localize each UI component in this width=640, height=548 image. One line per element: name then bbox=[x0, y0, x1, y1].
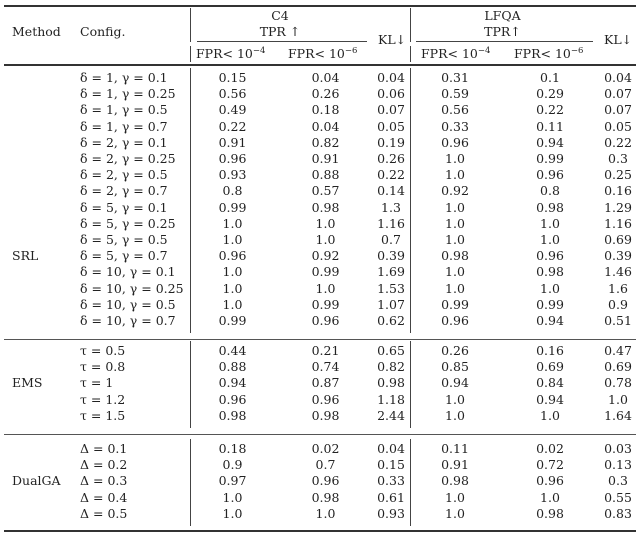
lfqa-fpr6-cell: 0.96 bbox=[536, 248, 564, 264]
c4-fpr4-cell: 1.0 bbox=[222, 489, 243, 505]
lfqa-fpr6-cell: 0.84 bbox=[536, 375, 564, 391]
lfqa-kl-cell: 0.07 bbox=[604, 102, 632, 118]
config-cell: δ = 5, γ = 0.7 bbox=[80, 248, 168, 264]
c4-kl-cell: 0.22 bbox=[377, 167, 405, 183]
c4-fpr6-cell: 0.04 bbox=[311, 70, 340, 85]
c4-kl-cell: 0.06 bbox=[377, 86, 405, 102]
table-row bbox=[0, 183, 640, 199]
bottom-rule bbox=[4, 530, 636, 532]
lfqa-kl-cell: 1.0 bbox=[608, 391, 628, 407]
table-row bbox=[0, 297, 640, 313]
lfqa-fpr6-cell: 0.98 bbox=[536, 199, 564, 215]
lfqa-kl-cell: 1.46 bbox=[604, 264, 632, 280]
c4-fpr4-cell: 0.94 bbox=[218, 375, 247, 391]
c4-fpr6-cell: 0.98 bbox=[311, 199, 340, 215]
lfqa-fpr4-cell: 1.0 bbox=[445, 489, 465, 505]
section-rule bbox=[4, 339, 636, 340]
c4-fpr6-cell: 0.82 bbox=[311, 134, 340, 150]
config-cell: δ = 2, γ = 0.7 bbox=[80, 183, 168, 199]
lfqa-fpr4-cell: 1.0 bbox=[445, 167, 465, 183]
lfqa-kl-cell: 1.6 bbox=[608, 280, 628, 296]
header-c4-tpr: TPR ↑ bbox=[259, 24, 301, 39]
header-lfqa-kl: KL↓ bbox=[604, 32, 633, 47]
config-cell: Δ = 0.1 bbox=[80, 441, 128, 456]
config-cell: δ = 2, γ = 0.25 bbox=[80, 151, 176, 166]
lfqa-fpr4-cell: 0.94 bbox=[441, 375, 469, 391]
header-lfqa-tpr: TPR↑ bbox=[484, 24, 521, 39]
config-cell: δ = 10, γ = 0.5 bbox=[80, 296, 176, 312]
c4-fpr4-cell: 0.18 bbox=[218, 441, 247, 456]
config-cell: δ = 10, γ = 0.25 bbox=[80, 280, 184, 296]
c4-fpr6-cell: 0.96 bbox=[311, 473, 340, 489]
table-row bbox=[0, 392, 640, 408]
lfqa-fpr4-cell: 0.91 bbox=[441, 457, 469, 473]
header-divider bbox=[410, 46, 411, 62]
lfqa-fpr6-cell: 0.69 bbox=[536, 359, 564, 375]
lfqa-fpr4-cell: 1.0 bbox=[445, 215, 465, 231]
column-divider bbox=[190, 439, 191, 526]
lfqa-fpr4-cell: 0.92 bbox=[441, 183, 469, 199]
lfqa-fpr4-cell: 1.0 bbox=[445, 151, 465, 166]
config-cell: δ = 5, γ = 0.5 bbox=[80, 232, 168, 247]
c4-fpr6-cell: 0.74 bbox=[311, 359, 340, 375]
header-lfqa: LFQA bbox=[484, 8, 521, 23]
lfqa-kl-cell: 0.83 bbox=[604, 505, 632, 521]
c4-kl-cell: 0.98 bbox=[377, 375, 405, 391]
c4-fpr6-cell: 0.98 bbox=[311, 407, 340, 423]
lfqa-kl-cell: 0.25 bbox=[604, 167, 632, 183]
lfqa-fpr6-cell: 0.16 bbox=[536, 343, 564, 358]
c4-kl-cell: 2.44 bbox=[377, 407, 405, 423]
table-row bbox=[0, 457, 640, 473]
lfqa-kl-cell: 0.69 bbox=[604, 359, 632, 375]
section-rule bbox=[4, 434, 636, 435]
column-divider bbox=[410, 439, 411, 526]
c4-kl-cell: 0.15 bbox=[377, 457, 405, 473]
column-divider bbox=[410, 341, 411, 428]
lfqa-fpr4-cell: 0.99 bbox=[441, 296, 469, 312]
lfqa-fpr6-cell: 0.99 bbox=[536, 151, 564, 166]
c4-kl-cell: 0.61 bbox=[377, 489, 405, 505]
c4-fpr4-cell: 0.99 bbox=[218, 313, 247, 328]
lfqa-fpr6-cell: 1.0 bbox=[540, 407, 560, 423]
c4-kl-cell: 0.19 bbox=[377, 134, 405, 150]
lfqa-fpr4-cell: 0.33 bbox=[441, 118, 469, 134]
lfqa-fpr6-cell: 0.1 bbox=[540, 70, 560, 85]
config-cell: δ = 10, γ = 0.1 bbox=[80, 264, 176, 280]
lfqa-fpr4-cell: 0.98 bbox=[441, 248, 469, 264]
c4-fpr4-cell: 0.91 bbox=[218, 134, 247, 150]
lfqa-kl-cell: 1.64 bbox=[604, 407, 632, 423]
table-row bbox=[0, 506, 640, 522]
c4-kl-cell: 1.3 bbox=[381, 199, 401, 215]
c4-fpr6-cell: 1.0 bbox=[315, 232, 336, 247]
c4-kl-cell: 0.14 bbox=[377, 183, 405, 199]
lfqa-fpr4-cell: 1.0 bbox=[445, 280, 465, 296]
lfqa-fpr6-cell: 0.22 bbox=[536, 102, 564, 118]
lfqa-fpr6-cell: 0.72 bbox=[536, 457, 564, 473]
lfqa-kl-cell: 0.69 bbox=[604, 232, 632, 247]
header-method: Method bbox=[12, 24, 61, 39]
table-row bbox=[0, 264, 640, 280]
top-rule bbox=[4, 5, 636, 7]
lfqa-fpr6-cell: 0.94 bbox=[536, 391, 564, 407]
header-lfqa-fpr6: $FPR< 10^{-6}$ bbox=[514, 46, 584, 62]
c4-fpr4-cell: 0.96 bbox=[218, 391, 247, 407]
lfqa-fpr6-cell: 0.8 bbox=[540, 183, 560, 199]
lfqa-kl-cell: 0.9 bbox=[608, 296, 628, 312]
c4-kl-cell: 1.53 bbox=[377, 280, 405, 296]
table-row bbox=[0, 490, 640, 506]
c4-kl-cell: 0.93 bbox=[377, 505, 405, 521]
lfqa-fpr4-cell: 1.0 bbox=[445, 232, 465, 247]
lfqa-kl-cell: 0.55 bbox=[604, 489, 632, 505]
c4-fpr6-cell: 1.0 bbox=[315, 280, 336, 296]
lfqa-kl-cell: 1.16 bbox=[604, 215, 632, 231]
c4-fpr4-cell: 0.99 bbox=[218, 199, 247, 215]
config-cell: δ = 2, γ = 0.5 bbox=[80, 167, 168, 183]
table-row bbox=[0, 313, 640, 329]
table-row bbox=[0, 86, 640, 102]
lfqa-fpr6-cell: 1.0 bbox=[540, 215, 560, 231]
column-divider bbox=[410, 68, 411, 333]
lfqa-fpr4-cell: 1.0 bbox=[445, 407, 465, 423]
table-row bbox=[0, 135, 640, 151]
c4-kl-cell: 1.07 bbox=[377, 296, 405, 312]
c4-cmidrule bbox=[197, 41, 367, 42]
table-row bbox=[0, 375, 640, 391]
c4-fpr6-cell: 0.7 bbox=[315, 457, 336, 473]
c4-fpr6-cell: 0.26 bbox=[311, 86, 340, 102]
header-c4: C4 bbox=[271, 8, 289, 23]
c4-fpr4-cell: 1.0 bbox=[222, 505, 243, 521]
c4-fpr4-cell: 0.49 bbox=[218, 102, 247, 118]
c4-kl-cell: 0.39 bbox=[377, 248, 405, 264]
table-row bbox=[0, 216, 640, 232]
c4-fpr4-cell: 0.88 bbox=[218, 359, 247, 375]
table-row bbox=[0, 200, 640, 216]
lfqa-fpr4-cell: 0.85 bbox=[441, 359, 469, 375]
lfqa-fpr4-cell: 1.0 bbox=[445, 505, 465, 521]
method-label: EMS bbox=[12, 375, 43, 391]
lfqa-kl-cell: 0.3 bbox=[608, 151, 628, 166]
config-cell: δ = 10, γ = 0.7 bbox=[80, 313, 176, 328]
lfqa-fpr6-cell: 0.98 bbox=[536, 264, 564, 280]
config-cell: Δ = 0.4 bbox=[80, 489, 128, 505]
table-row bbox=[0, 119, 640, 135]
header-divider bbox=[190, 46, 191, 62]
lfqa-kl-cell: 0.13 bbox=[604, 457, 632, 473]
c4-fpr4-cell: 1.0 bbox=[222, 264, 243, 280]
c4-kl-cell: 0.62 bbox=[377, 313, 405, 328]
lfqa-kl-cell: 0.47 bbox=[604, 343, 632, 358]
lfqa-fpr4-cell: 0.26 bbox=[441, 343, 469, 358]
c4-fpr4-cell: 1.0 bbox=[222, 232, 243, 247]
lfqa-kl-cell: 0.3 bbox=[608, 473, 628, 489]
c4-fpr6-cell: 0.21 bbox=[311, 343, 340, 358]
config-cell: Δ = 0.5 bbox=[80, 505, 128, 521]
header-config: Config. bbox=[80, 24, 126, 39]
c4-fpr6-cell: 1.0 bbox=[315, 215, 336, 231]
config-cell: δ = 1, γ = 0.25 bbox=[80, 86, 176, 102]
lfqa-fpr4-cell: 1.0 bbox=[445, 199, 465, 215]
c4-kl-cell: 0.7 bbox=[381, 232, 401, 247]
lfqa-kl-cell: 0.22 bbox=[604, 134, 632, 150]
table-row bbox=[0, 151, 640, 167]
c4-fpr6-cell: 0.88 bbox=[311, 167, 340, 183]
lfqa-kl-cell: 0.51 bbox=[604, 313, 632, 328]
lfqa-fpr4-cell: 0.98 bbox=[441, 473, 469, 489]
table-row bbox=[0, 441, 640, 457]
table-row bbox=[0, 408, 640, 424]
config-cell: τ = 0.8 bbox=[80, 359, 126, 375]
c4-fpr4-cell: 0.93 bbox=[218, 167, 247, 183]
lfqa-kl-cell: 0.05 bbox=[604, 118, 632, 134]
c4-fpr4-cell: 0.96 bbox=[218, 151, 247, 166]
c4-fpr4-cell: 0.22 bbox=[218, 118, 247, 134]
table-row bbox=[0, 343, 640, 359]
table-row bbox=[0, 473, 640, 489]
config-cell: δ = 2, γ = 0.1 bbox=[80, 134, 168, 150]
config-cell: δ = 1, γ = 0.7 bbox=[80, 118, 168, 134]
lfqa-fpr4-cell: 0.96 bbox=[441, 134, 469, 150]
config-cell: τ = 0.5 bbox=[80, 343, 126, 358]
header-lfqa-fpr4: $FPR< 10^{-4}$ bbox=[421, 46, 491, 62]
config-cell: δ = 5, γ = 0.25 bbox=[80, 215, 176, 231]
config-cell: τ = 1.2 bbox=[80, 391, 126, 407]
config-cell: δ = 1, γ = 0.1 bbox=[80, 70, 168, 85]
lfqa-fpr4-cell: 0.56 bbox=[441, 102, 469, 118]
lfqa-fpr6-cell: 0.99 bbox=[536, 296, 564, 312]
c4-fpr6-cell: 0.98 bbox=[311, 489, 340, 505]
table-row bbox=[0, 281, 640, 297]
header-c4-fpr6: $FPR< 10^{-6}$ bbox=[288, 46, 358, 62]
config-cell: Δ = 0.3 bbox=[80, 473, 128, 489]
c4-fpr4-cell: 0.98 bbox=[218, 407, 247, 423]
header-c4-kl: KL↓ bbox=[378, 32, 407, 47]
c4-kl-cell: 1.69 bbox=[377, 264, 405, 280]
config-cell: Δ = 0.2 bbox=[80, 457, 128, 473]
c4-fpr4-cell: 0.56 bbox=[218, 86, 247, 102]
lfqa-fpr6-cell: 0.02 bbox=[536, 441, 564, 456]
c4-fpr6-cell: 0.04 bbox=[311, 118, 340, 134]
c4-fpr6-cell: 0.96 bbox=[311, 313, 340, 328]
lfqa-fpr4-cell: 0.11 bbox=[441, 441, 469, 456]
c4-kl-cell: 1.16 bbox=[377, 215, 405, 231]
table-row bbox=[0, 359, 640, 375]
lfqa-fpr6-cell: 0.29 bbox=[536, 86, 564, 102]
method-label: SRL bbox=[12, 248, 39, 264]
c4-kl-cell: 0.04 bbox=[377, 441, 405, 456]
table-row bbox=[0, 232, 640, 248]
lfqa-fpr6-cell: 0.94 bbox=[536, 134, 564, 150]
lfqa-cmidrule bbox=[416, 41, 593, 42]
c4-fpr4-cell: 1.0 bbox=[222, 296, 243, 312]
config-cell: δ = 1, γ = 0.5 bbox=[80, 102, 168, 118]
c4-kl-cell: 0.82 bbox=[377, 359, 405, 375]
lfqa-kl-cell: 0.78 bbox=[604, 375, 632, 391]
lfqa-kl-cell: 0.39 bbox=[604, 248, 632, 264]
header-rule bbox=[4, 64, 636, 66]
column-divider bbox=[190, 68, 191, 333]
lfqa-fpr6-cell: 1.0 bbox=[540, 232, 560, 247]
header-c4-fpr4: $FPR< 10^{-4}$ bbox=[196, 46, 266, 62]
c4-fpr6-cell: 0.92 bbox=[311, 248, 340, 264]
table-row bbox=[0, 167, 640, 183]
lfqa-fpr6-cell: 1.0 bbox=[540, 280, 560, 296]
c4-fpr6-cell: 0.96 bbox=[311, 391, 340, 407]
c4-fpr4-cell: 0.96 bbox=[218, 248, 247, 264]
c4-kl-cell: 0.05 bbox=[377, 118, 405, 134]
c4-fpr4-cell: 0.44 bbox=[218, 343, 247, 358]
c4-fpr6-cell: 0.99 bbox=[311, 296, 340, 312]
lfqa-fpr6-cell: 0.96 bbox=[536, 167, 564, 183]
c4-kl-cell: 0.26 bbox=[377, 151, 405, 166]
config-cell: τ = 1.5 bbox=[80, 407, 126, 423]
lfqa-kl-cell: 0.04 bbox=[604, 70, 632, 85]
table-row bbox=[0, 70, 640, 86]
c4-kl-cell: 0.33 bbox=[377, 473, 405, 489]
c4-fpr4-cell: 1.0 bbox=[222, 215, 243, 231]
c4-fpr6-cell: 0.91 bbox=[311, 151, 340, 166]
c4-fpr6-cell: 1.0 bbox=[315, 505, 336, 521]
c4-kl-cell: 0.07 bbox=[377, 102, 405, 118]
c4-fpr6-cell: 0.99 bbox=[311, 264, 340, 280]
lfqa-fpr4-cell: 1.0 bbox=[445, 391, 465, 407]
c4-fpr6-cell: 0.57 bbox=[311, 183, 340, 199]
lfqa-fpr4-cell: 0.31 bbox=[441, 70, 469, 85]
lfqa-fpr4-cell: 0.59 bbox=[441, 86, 469, 102]
table-row bbox=[0, 248, 640, 264]
lfqa-fpr6-cell: 1.0 bbox=[540, 489, 560, 505]
table-row bbox=[0, 102, 640, 118]
lfqa-kl-cell: 0.03 bbox=[604, 441, 632, 456]
lfqa-fpr6-cell: 0.94 bbox=[536, 313, 564, 328]
column-divider bbox=[190, 341, 191, 428]
c4-kl-cell: 1.18 bbox=[377, 391, 405, 407]
c4-fpr4-cell: 0.97 bbox=[218, 473, 247, 489]
config-cell: δ = 5, γ = 0.1 bbox=[80, 199, 168, 215]
lfqa-fpr6-cell: 0.11 bbox=[536, 118, 564, 134]
c4-fpr6-cell: 0.18 bbox=[311, 102, 340, 118]
lfqa-fpr6-cell: 0.98 bbox=[536, 505, 564, 521]
c4-kl-cell: 0.04 bbox=[377, 70, 405, 85]
lfqa-kl-cell: 0.16 bbox=[604, 183, 632, 199]
c4-kl-cell: 0.65 bbox=[377, 343, 405, 358]
c4-fpr4-cell: 0.9 bbox=[222, 457, 243, 473]
config-cell: τ = 1 bbox=[80, 375, 114, 391]
c4-fpr4-cell: 0.15 bbox=[218, 70, 247, 85]
method-label: DualGA bbox=[12, 473, 61, 489]
c4-fpr6-cell: 0.87 bbox=[311, 375, 340, 391]
lfqa-kl-cell: 0.07 bbox=[604, 86, 632, 102]
c4-fpr4-cell: 0.8 bbox=[222, 183, 243, 199]
lfqa-fpr4-cell: 1.0 bbox=[445, 264, 465, 280]
lfqa-fpr4-cell: 0.96 bbox=[441, 313, 469, 328]
c4-fpr6-cell: 0.02 bbox=[311, 441, 340, 456]
lfqa-kl-cell: 1.29 bbox=[604, 199, 632, 215]
lfqa-fpr6-cell: 0.96 bbox=[536, 473, 564, 489]
c4-fpr4-cell: 1.0 bbox=[222, 280, 243, 296]
